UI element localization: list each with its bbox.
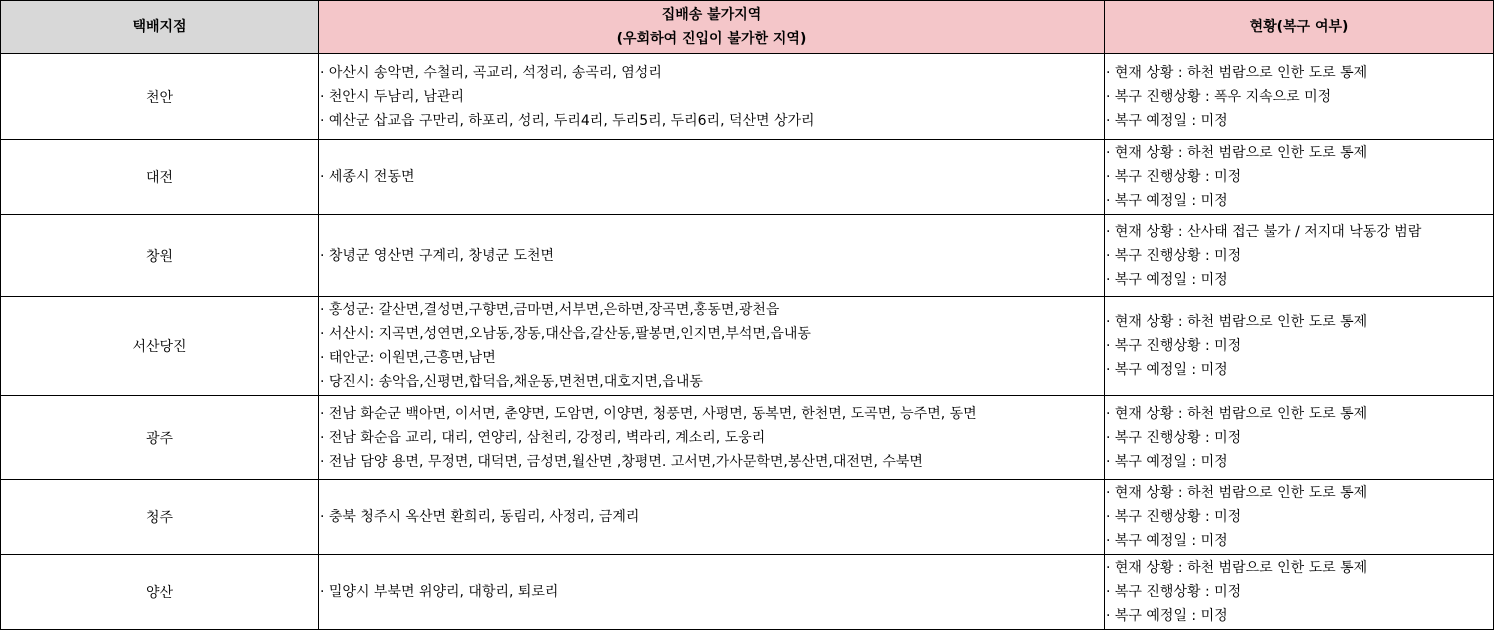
area-line: · 태안군: 이원면,근흥면,남면: [320, 350, 496, 366]
status-line: · 현재 상황 : 하천 범람으로 인한 도로 통제: [1106, 64, 1368, 81]
area-line: · 충북 청주시 옥산면 환희리, 동림리, 사정리, 금계리: [320, 509, 640, 525]
table-row: [1, 480, 1494, 555]
status-line: · 복구 진행상황 : 미정: [1106, 169, 1242, 185]
status-line: · 복구 예정일 : 미정: [1106, 193, 1228, 209]
status-cell: [1105, 555, 1494, 630]
area-line: · 밀양시 부북면 위양리, 대항리, 퇴로리: [320, 584, 559, 600]
header-areas-line1: 집배송 불가지역: [661, 7, 762, 23]
status-line: · 현재 상황 : 하천 범람으로 인한 도로 통제: [1106, 314, 1368, 330]
table-row: [1, 297, 1494, 396]
areas-cell: [319, 54, 1105, 140]
header-areas-line2: (우회하여 진입이 불가한 지역): [616, 31, 807, 47]
table-row: [1, 215, 1494, 297]
area-line: · 전남 화순읍 교리, 대리, 연양리, 삼천리, 강정리, 벽라리, 계소리, 도웅리: [320, 429, 766, 446]
status-line: · 복구 예정일 : 미정: [1106, 362, 1228, 378]
status-line: · 복구 진행상황 : 미정: [1106, 584, 1242, 600]
status-line: · 복구 진행상황 : 폭우 지속으로 미정: [1106, 88, 1332, 105]
area-line: · 천안시 두남리, 남관리: [320, 88, 464, 105]
status-line: · 현재 상황 : 하천 범람으로 인한 도로 통제: [1106, 145, 1368, 161]
header-status: 현황(복구 여부): [1105, 1, 1494, 54]
area-line: · 서산시: 지곡면,성연면,오남동,장동,대산읍,갈산동,팔봉면,인지면,부석면,읍내동: [320, 326, 811, 342]
area-line: · 전남 화순군 백아면, 이서면, 춘양면, 도암면, 이양면, 청풍면, 사평면, 동복면, 한천면, 도곡면, 능주면, 동면: [320, 405, 977, 422]
branch-cell: 서산당진: [1, 297, 319, 396]
status-line: · 현재 상황 : 하천 범람으로 인한 도로 통제: [1106, 560, 1368, 576]
branch-cell: 대전: [1, 140, 319, 215]
areas-cell: [319, 555, 1105, 630]
areas-cell: [319, 215, 1105, 297]
areas-cell: [319, 297, 1105, 396]
area-line: · 창녕군 영산면 구계리, 창녕군 도천면: [320, 247, 555, 264]
status-line: · 복구 예정일 : 미정: [1106, 453, 1228, 470]
area-line: · 예산군 삽교읍 구만리, 하포리, 성리, 두리4리, 두리5리, 두리6리, 덕산면 상가리: [320, 112, 815, 129]
table-row: [1, 555, 1494, 630]
status-line: · 복구 진행상황 : 미정: [1106, 429, 1242, 446]
status-cell: [1105, 297, 1494, 396]
status-line: · 복구 진행상황 : 미정: [1106, 338, 1242, 354]
status-cell: [1105, 215, 1494, 297]
status-line: · 현재 상황 : 하천 범람으로 인한 도로 통제: [1106, 485, 1368, 501]
status-line: · 복구 진행상황 : 미정: [1106, 509, 1242, 525]
branch-cell: 광주: [1, 396, 319, 480]
area-line: · 홍성군: 갈산면,결성면,구향면,금마면,서부면,은하면,장곡면,홍동면,광천읍: [320, 302, 780, 318]
table-body: [1, 54, 1494, 630]
area-line: · 당진시: 송악읍,신평면,합덕읍,채운동,면천면,대호지면,읍내동: [320, 374, 703, 390]
status-line: · 현재 상황 : 산사태 접근 불가 / 저지대 낙동강 범람: [1106, 223, 1422, 240]
areas-cell: [319, 480, 1105, 555]
status-line: · 복구 예정일 : 미정: [1106, 112, 1228, 129]
branch-cell: 천안: [1, 54, 319, 140]
header-branch: 택배지점: [1, 1, 319, 54]
table-row: [1, 140, 1494, 215]
areas-cell: [319, 140, 1105, 215]
table-row: [1, 396, 1494, 480]
branch-cell: 창원: [1, 215, 319, 297]
area-line: · 아산시 송악면, 수철리, 곡교리, 석정리, 송곡리, 염성리: [320, 64, 662, 81]
status-line: · 복구 예정일 : 미정: [1106, 608, 1228, 624]
branch-cell: 양산: [1, 555, 319, 630]
status-line: · 복구 진행상황 : 미정: [1106, 247, 1242, 264]
status-cell: [1105, 396, 1494, 480]
area-line: · 전남 담양 용면, 무정면, 대덕면, 금성면,월산면 ,창평면. 고서면,가사문학면,봉산면,대전면, 수북면: [320, 453, 923, 470]
status-cell: [1105, 140, 1494, 215]
areas-cell: [319, 396, 1105, 480]
header-row: [1, 1, 1494, 54]
branch-cell: 청주: [1, 480, 319, 555]
status-line: · 현재 상황 : 하천 범람으로 인한 도로 통제: [1106, 405, 1368, 422]
status-line: · 복구 예정일 : 미정: [1106, 533, 1228, 549]
status-cell: [1105, 54, 1494, 140]
table-row: [1, 54, 1494, 140]
status-line: · 복구 예정일 : 미정: [1106, 271, 1228, 288]
status-cell: [1105, 480, 1494, 555]
area-line: · 세종시 전동면: [320, 169, 415, 185]
header-areas: [319, 1, 1105, 54]
